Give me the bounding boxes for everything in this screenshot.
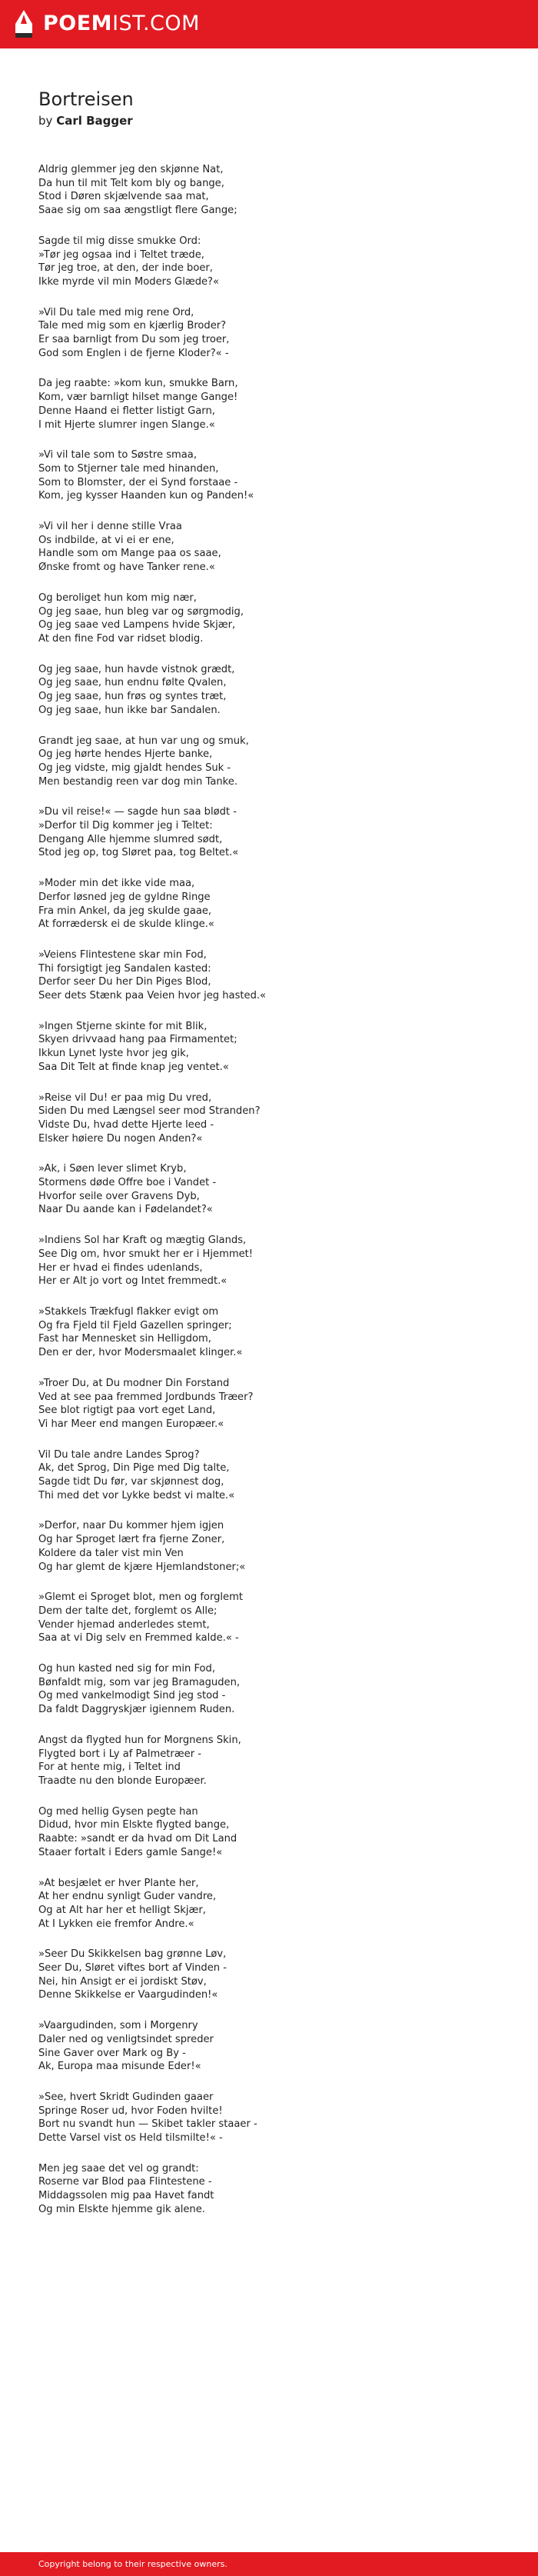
poem-line: Da jeg raabte: »kom kun, smukke Barn, xyxy=(38,378,238,390)
poem-stanza xyxy=(38,2162,515,2217)
poem-line: For at hente mig, i Teltet ind xyxy=(38,1761,181,1774)
poem-line: Ønske fromt og have Tanker rene.« xyxy=(38,562,215,574)
poem-stanza xyxy=(38,1305,515,1360)
poem-line: See Dig om, hvor smukt her er i Hjemmet! xyxy=(38,1248,254,1260)
poem-line: Nei, hin Ansigt er ei jordiskt Støv, xyxy=(38,1975,207,1988)
poem-stanza xyxy=(38,1162,515,1217)
poem-line: Thi med det vor Lykke bedst vi malte.« xyxy=(38,1489,235,1501)
poem-line: »Troer Du, at Du modner Din Forstand xyxy=(38,1377,230,1389)
poem-line: Her er Alt jo vort og Intet fremmedt.« xyxy=(38,1275,227,1288)
poem-line: »At besjælet er hver Plante her, xyxy=(38,1877,199,1889)
poem-line: Og min Elskte hjemme gik alene. xyxy=(38,2203,205,2215)
poem-line: Og jeg saae, hun ikke bar Sandalen. xyxy=(38,704,221,716)
poem-line: »Vaargudinden, som i Morgenry xyxy=(38,2020,198,2032)
poem-line: Middagssolen mig paa Havet fandt xyxy=(38,2190,214,2202)
poem-stanza xyxy=(38,163,515,218)
poem-line: Den er der, hvor Modersmaalet klinger.« xyxy=(38,1347,243,1359)
poem-line: Og med hellig Gysen pegte han xyxy=(38,1805,198,1818)
poem-line: Dengang Alle hjemme slumred sødt, xyxy=(38,833,223,845)
poem-line: Vender hjemad anderledes stemt, xyxy=(38,1618,210,1631)
poem-author-link[interactable]: Carl Bagger xyxy=(56,114,133,128)
poem-line: Dette Varsel vist os Held tilsmilte!« - xyxy=(38,2132,223,2144)
poem-line: Stod i Døren skjælvende saa mat, xyxy=(38,191,209,203)
poem-stanza xyxy=(38,1591,515,1645)
poem-line: Angst da flygted hun for Morgnens Skin, xyxy=(38,1734,241,1746)
poem-line: Thi forsigtigt jeg Sandalen kasted: xyxy=(38,962,211,975)
poem-stanza xyxy=(38,877,515,931)
poem-line: Springe Roser ud, hvor Foden hvilte! xyxy=(38,2104,223,2117)
poem-line: Grandt jeg saae, at hun var ung og smuk, xyxy=(38,735,249,747)
poem-line: Koldere da taler vist min Ven xyxy=(38,1547,184,1559)
poem-stanza xyxy=(38,592,515,646)
poem-line: Her er hvad ei findes udenlands, xyxy=(38,1261,203,1274)
poem-line: Som to Stjerner tale med hinanden, xyxy=(38,462,219,475)
poem-line: Og har glemt de kjære Hjemlandstoner;« xyxy=(38,1561,246,1573)
poem-line: Staaer fortalt i Eders gamle Sange!« xyxy=(38,1846,223,1858)
poem-line: At den fine Fod var ridset blodig. xyxy=(38,632,204,645)
logo-bold-text: POEM xyxy=(43,12,113,35)
poem-line: Elsker høiere Du nogen Anden?« xyxy=(38,1132,203,1145)
poem-line: Og jeg hørte hendes Hjerte banke, xyxy=(38,748,213,761)
poem-title: Bortreisen xyxy=(38,88,134,110)
poem-line: Flygted bort i Ly af Palmetræer - xyxy=(38,1748,201,1760)
poem-stanza xyxy=(38,2019,515,2074)
poem-line: Og hun kasted ned sig for min Fod, xyxy=(38,1663,216,1675)
poem-stanza xyxy=(38,235,515,289)
poem-line: Ikkun Lynet lyste hvor jeg gik, xyxy=(38,1048,189,1060)
poem-line: Sagde tidt Du før, var skjønnest dog, xyxy=(38,1476,224,1488)
poem-line: God som Englen i de fjerne Kloder?« - xyxy=(38,347,229,359)
poem-stanza xyxy=(38,663,515,718)
poem-line: Ved at see paa fremmed Jordbunds Træer? xyxy=(38,1391,254,1403)
poem-line: Og jeg saae, hun frøs og syntes træt, xyxy=(38,691,227,703)
poem-stanza xyxy=(38,735,515,789)
site-footer xyxy=(0,2552,538,2576)
poem-line: Er saa barnligt from Du som jeg troer, xyxy=(38,334,230,346)
poem-line: Skyen drivvaad hang paa Firmamentet; xyxy=(38,1034,237,1046)
poem-line: Didud, hvor min Elskte flygted bange, xyxy=(38,1819,230,1831)
poem-stanza xyxy=(38,1091,515,1146)
logo-thin-text: IST.COM xyxy=(112,12,200,35)
poem-line: »Vil Du tale med mig rene Ord, xyxy=(38,306,194,318)
poem-line: At I Lykken eie fremfor Andre.« xyxy=(38,1918,194,1930)
poem-line: Da faldt Daggryskjær igiennem Ruden. xyxy=(38,1704,235,1716)
pen-nib-icon xyxy=(11,8,37,39)
poem-line: Og har Sproget lært fra fjerne Zoner, xyxy=(38,1534,225,1546)
poem-line: Siden Du med Længsel seer mod Stranden? xyxy=(38,1105,261,1118)
poem-line: Og fra Fjeld til Fjeld Gazellen springer; xyxy=(38,1319,232,1331)
poem-line: Stormens døde Offre boe i Vandet - xyxy=(38,1177,217,1189)
site-logo-text xyxy=(43,8,200,39)
poem-line: At her endnu synligt Guder vandre, xyxy=(38,1891,217,1903)
poem-line: Handle som om Mange paa os saae, xyxy=(38,548,221,560)
poem-line: Tale med mig som en kjærlig Broder? xyxy=(38,320,227,332)
poem-content xyxy=(38,88,515,2234)
poem-line: Roserne var Blod paa Flintestene - xyxy=(38,2176,212,2188)
poem-stanza xyxy=(38,520,515,575)
poem-line: Vil Du tale andre Landes Sprog? xyxy=(38,1448,200,1461)
poem-line: »Du vil reise!« — sagde hun saa blødt - xyxy=(38,806,237,818)
poem-line: Saa at vi Dig selv en Fremmed kalde.« - xyxy=(38,1632,239,1645)
poem-line: Kom, jeg kysser Haanden kun og Panden!« xyxy=(38,490,254,502)
poem-line: Og jeg saae, hun bleg var og sørgmodig, xyxy=(38,605,244,618)
poem-line: Tør jeg troe, at den, der inde boer, xyxy=(38,262,213,275)
poem-line: I mit Hjerte slumrer ingen Slange.« xyxy=(38,418,215,431)
poem-line: See blot rigtigt paa vort eget Land, xyxy=(38,1405,216,1417)
poem-stanza xyxy=(38,1234,515,1288)
poem-line: »Indiens Sol har Kraft og mægtig Glands, xyxy=(38,1235,247,1247)
poem-stanza xyxy=(38,1020,515,1075)
poem-stanza xyxy=(38,1519,515,1574)
poem-line: Fra min Ankel, da jeg skulde gaae, xyxy=(38,905,212,917)
poem-stanza xyxy=(38,1662,515,1717)
poem-line: Ikke myrde vil min Moders Glæde?« xyxy=(38,275,220,288)
poem-line: »Derfor, naar Du kommer hjem igjen xyxy=(38,1520,224,1532)
poem-line: Saae sig om saa ængstligt flere Gange; xyxy=(38,205,237,217)
poem-line: Ak, Europa maa misunde Eder!« xyxy=(38,2061,201,2073)
poem-line: »Veiens Flintestene skar min Fod, xyxy=(38,948,207,961)
poem-line: »Reise vil Du! er paa mig Du vred, xyxy=(38,1091,212,1104)
poem-line: At forrædersk ei de skulde klinge.« xyxy=(38,918,214,931)
poem-line: Traadte nu den blonde Europæer. xyxy=(38,1775,207,1787)
byline-prefix: by xyxy=(38,114,53,128)
poem-line: Og jeg saae ved Lampens hvide Skjær, xyxy=(38,619,236,632)
poem-line: »Tør jeg ogsaa ind i Teltet træde, xyxy=(38,248,204,261)
poem-stanza xyxy=(38,2091,515,2145)
poem-line: Og jeg saae, hun endnu følte Qvalen, xyxy=(38,677,227,689)
poem-line: Denne Skikkelse er Vaargudinden!« xyxy=(38,1989,218,2001)
poem-line: »Glemt ei Sproget blot, men og forglemt xyxy=(38,1591,243,1604)
poem-line: Aldrig glemmer jeg den skjønne Nat, xyxy=(38,164,224,175)
poem-line: Vidste Du, hvad dette Hjerte leed - xyxy=(38,1118,214,1131)
site-logo[interactable] xyxy=(11,8,200,40)
poem-line: Hvorfor seile over Gravens Dyb, xyxy=(38,1190,200,1202)
poem-line: Og jeg vidste, mig gjaldt hendes Suk - xyxy=(38,761,231,774)
poem-line: Vi har Meer end mangen Europæer.« xyxy=(38,1418,224,1430)
poem-line: Derfor løsned jeg de gyldne Ringe xyxy=(38,891,211,903)
poem-stanza xyxy=(38,948,515,1003)
poem-line: Naar Du aande kan i Fødelandet?« xyxy=(38,1204,213,1216)
poem-stanza xyxy=(38,1948,515,2002)
poem-line: Denne Haand ei fletter listigt Garn, xyxy=(38,405,215,417)
poem-line: »Seer Du Skikkelsen bag grønne Løv, xyxy=(38,1948,227,1961)
poem-line: »Derfor til Dig kommer jeg i Teltet: xyxy=(38,820,213,832)
poem-byline xyxy=(38,112,515,129)
poem-line: Seer dets Stænk paa Veien hvor jeg hasted.« xyxy=(38,990,267,1002)
poem-stanza xyxy=(38,377,515,432)
poem-line: Sine Gaver over Mark og By - xyxy=(38,2047,186,2059)
poem-line: Fast har Mennesket sin Helligdom, xyxy=(38,1333,211,1345)
poem-stanza xyxy=(38,306,515,361)
poem-line: Saa Dit Telt at finde knap jeg ventet.« xyxy=(38,1061,229,1073)
poem-line: Stod jeg op, tog Sløret paa, tog Beltet.« xyxy=(38,847,239,859)
poem-line: »Ingen Stjerne skinte for mit Blik, xyxy=(38,1020,208,1032)
poem-line: Dem der talte det, forglemt os Alle; xyxy=(38,1605,218,1617)
poem-line: »See, hvert Skridt Gudinden gaaer xyxy=(38,2091,214,2103)
poem-line: Da hun til mit Telt kom bly og bange, xyxy=(38,177,224,189)
poem-line: Kom, vær barnligt hilset mange Gange! xyxy=(38,392,238,404)
poem-stanza xyxy=(38,805,515,860)
poem-line: »Moder min det ikke vide maa, xyxy=(38,878,195,890)
poem-stanza xyxy=(38,1805,515,1860)
poem-line: Men jeg saae det vel og grandt: xyxy=(38,2162,199,2174)
poem-line: Som to Blomster, der ei Synd forstaae - xyxy=(38,476,238,488)
poem-stanza xyxy=(38,448,515,503)
poem-stanza xyxy=(38,1377,515,1431)
poem-body xyxy=(38,163,515,2217)
poem-line: Seer Du, Sløret viftes bort af Vinden - xyxy=(38,1962,227,1974)
poem-line: Os indbilde, at vi ei er ene, xyxy=(38,534,174,546)
poem-line: »Vi vil her i denne stille Vraa xyxy=(38,521,182,533)
poem-line: Og med vankelmodigt Sind jeg stod - xyxy=(38,1690,226,1702)
poem-line: Men bestandig reen var dog min Tanke. xyxy=(38,775,238,788)
copyright-text: Copyright belong to their respective owners. xyxy=(38,2559,227,2569)
poem-line: Bønfaldt mig, som var jeg Bramaguden, xyxy=(38,1676,241,1688)
poem-line: Raabte: »sandt er da hvad om Dit Land xyxy=(38,1833,237,1845)
poem-line: »Vi vil tale som to Søstre smaa, xyxy=(38,449,197,462)
poem-line: Daler ned og venligtsindet spreder xyxy=(38,2033,214,2045)
site-header xyxy=(0,0,538,48)
poem-line: Og at Alt har her et helligt Skjær, xyxy=(38,1904,206,1916)
poem-line: Sagde til mig disse smukke Ord: xyxy=(38,235,201,247)
poem-stanza xyxy=(38,1448,515,1503)
poem-line: Derfor seer Du her Din Piges Blod, xyxy=(38,976,211,988)
poem-line: Og beroliget hun kom mig nær, xyxy=(38,592,197,604)
poem-line: Og jeg saae, hun havde vistnok grædt, xyxy=(38,663,235,675)
poem-stanza xyxy=(38,1734,515,1788)
poem-stanza xyxy=(38,1877,515,1931)
poem-line: Bort nu svandt hun — Skibet takler staaer - xyxy=(38,2118,257,2131)
poem-line: »Stakkels Trækfugl flakker evigt om xyxy=(38,1306,219,1318)
poem-line: Ak, det Sprog, Din Pige med Dig talte, xyxy=(38,1462,230,1475)
poem-line: »Ak, i Søen lever slimet Kryb, xyxy=(38,1163,187,1175)
